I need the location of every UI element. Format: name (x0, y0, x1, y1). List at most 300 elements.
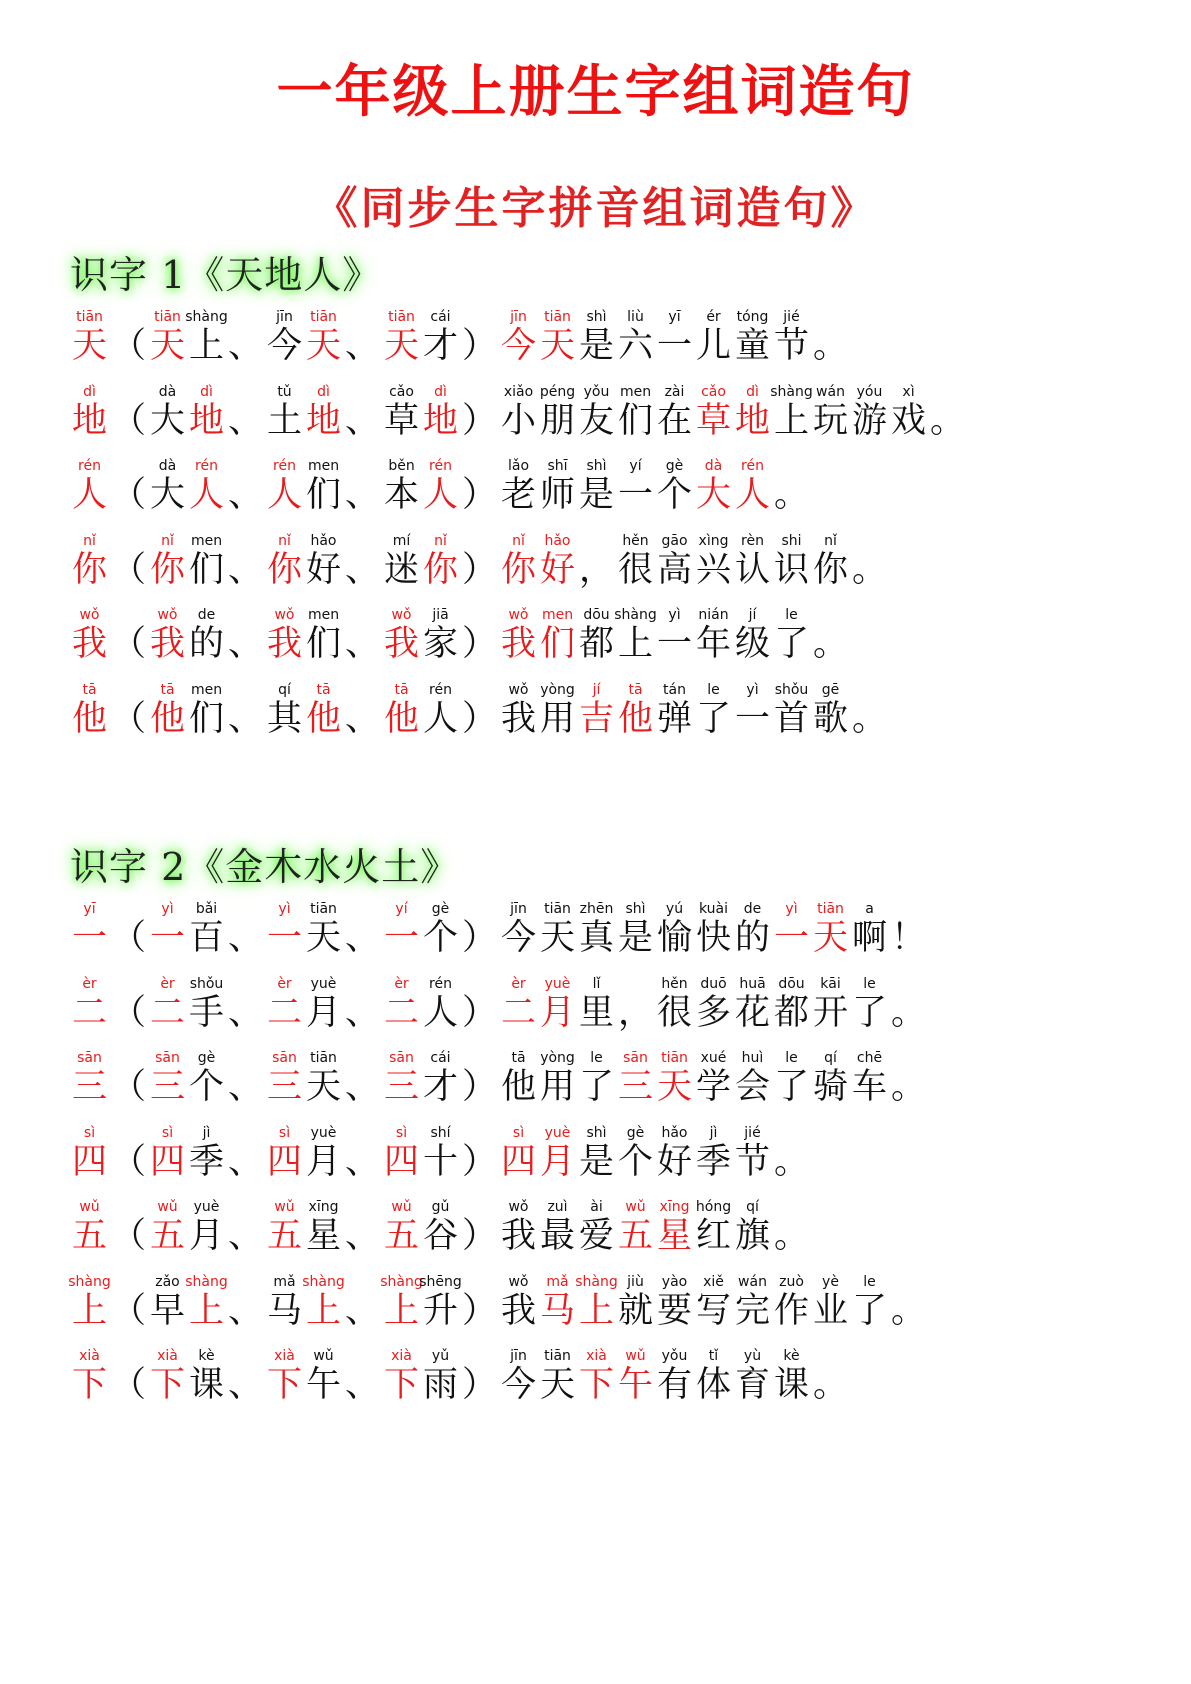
highlighted-character (655, 1198, 694, 1256)
pinyin: lǐ (592, 975, 601, 992)
character (187, 606, 226, 664)
hanzi: 一 (773, 918, 809, 958)
pinyin: sān (77, 1050, 102, 1066)
character (772, 308, 811, 366)
pinyin: xià (157, 1348, 178, 1364)
hanzi: （ (110, 624, 146, 664)
punctuation (460, 550, 499, 590)
character (577, 1124, 616, 1182)
punctuation (343, 699, 382, 739)
hanzi: 天 (305, 1067, 341, 1107)
pinyin: tiān (544, 1348, 571, 1364)
highlighted-character (265, 1124, 304, 1182)
character-row (70, 457, 811, 515)
pinyin: le (707, 681, 720, 698)
pinyin: yú (665, 901, 684, 917)
hanzi: 很 (617, 549, 653, 590)
pinyin: jì (709, 1124, 718, 1141)
pinyin: wǒ (79, 607, 100, 623)
hanzi: 天 (71, 326, 107, 366)
character-row (70, 308, 850, 366)
pinyin: sān (272, 1050, 297, 1066)
pinyin: wǔ (625, 1348, 646, 1364)
hanzi: 节 (773, 326, 809, 366)
highlighted-character (382, 1273, 421, 1331)
character (499, 1049, 538, 1107)
character-row (70, 1273, 928, 1331)
pinyin: hěn (661, 975, 688, 992)
character (694, 681, 733, 739)
hanzi: 认 (734, 549, 770, 590)
hanzi: 二 (500, 992, 536, 1033)
hanzi: 是 (578, 475, 614, 515)
pinyin: tā (511, 1050, 526, 1066)
pinyin: le (863, 1273, 876, 1290)
hanzi: 上 (617, 624, 653, 664)
punctuation (343, 475, 382, 515)
highlighted-character (265, 1198, 304, 1256)
hanzi: 育 (734, 1365, 770, 1405)
hanzi: 游 (851, 400, 887, 441)
hanzi: 你 (422, 549, 458, 590)
highlighted-character (70, 1124, 109, 1182)
pinyin: kāi (820, 975, 841, 992)
pinyin: shàng (185, 309, 228, 325)
pinyin: yòng (540, 681, 575, 698)
pinyin: nǐ (512, 532, 525, 549)
pinyin: yì (746, 681, 759, 698)
character (694, 1198, 733, 1256)
pinyin: yào (661, 1273, 688, 1290)
pinyin: gǔ (431, 1199, 450, 1215)
highlighted-character (811, 900, 850, 958)
punctuation (460, 1291, 499, 1331)
hanzi: 二 (383, 992, 419, 1033)
hanzi: ！ (890, 918, 926, 958)
hanzi: 朋 (539, 400, 575, 441)
hanzi: 旗 (734, 1216, 770, 1256)
pinyin: ér (706, 309, 721, 325)
character (733, 532, 772, 590)
character (499, 900, 538, 958)
character (694, 606, 733, 664)
hanzi: （ (110, 1290, 146, 1331)
pinyin: mí (392, 532, 411, 549)
character (772, 532, 811, 590)
character (733, 1273, 772, 1331)
hanzi: 多 (695, 992, 731, 1033)
pinyin: tiān (388, 309, 415, 325)
hanzi: 、 (344, 1141, 380, 1182)
pinyin: shī (547, 458, 568, 474)
punctuation (226, 475, 265, 515)
pinyin: jīn (276, 309, 293, 325)
hanzi: （ (110, 918, 146, 958)
hanzi: 。 (890, 1290, 926, 1331)
character (187, 1124, 226, 1182)
hanzi: 弹 (656, 698, 692, 739)
character-row (70, 1124, 811, 1182)
character (577, 975, 616, 1033)
character (694, 900, 733, 958)
pinyin: tiān (817, 901, 844, 917)
hanzi: ， (578, 549, 614, 590)
hanzi: 、 (227, 1290, 263, 1331)
highlighted-character (382, 308, 421, 366)
hanzi: 季 (188, 1141, 224, 1182)
punctuation (460, 699, 499, 739)
character (187, 1198, 226, 1256)
pinyin: gè (665, 458, 684, 474)
character (538, 1347, 577, 1405)
hanzi: 天 (305, 326, 341, 366)
character (655, 532, 694, 590)
highlighted-character (265, 900, 304, 958)
punctuation (343, 1365, 382, 1405)
highlighted-character (733, 457, 772, 515)
hanzi: 好 (656, 1141, 692, 1182)
character-row (70, 681, 889, 739)
hanzi: ） (461, 1365, 497, 1405)
pinyin: lǎo (507, 458, 530, 474)
highlighted-character (148, 532, 187, 590)
hanzi: 人 (422, 698, 458, 739)
hanzi: 。 (851, 698, 887, 739)
highlighted-character (265, 606, 304, 664)
pinyin: nǐ (83, 532, 96, 549)
hanzi: 、 (344, 549, 380, 590)
pinyin: ài (590, 1199, 603, 1215)
pinyin: dà (158, 458, 177, 474)
punctuation (226, 993, 265, 1033)
character (187, 308, 226, 366)
character (421, 308, 460, 366)
character (694, 1347, 733, 1405)
pinyin: kè (198, 1348, 215, 1364)
character (811, 975, 850, 1033)
pinyin: yuè (544, 1124, 571, 1141)
hanzi: 你 (266, 549, 302, 590)
character (538, 383, 577, 441)
highlighted-character (616, 1347, 655, 1405)
hanzi: 。 (773, 1141, 809, 1182)
highlighted-character (499, 308, 538, 366)
highlighted-character (304, 1273, 343, 1331)
pinyin: shì (586, 1124, 607, 1141)
punctuation (460, 993, 499, 1033)
hanzi: 天 (539, 326, 575, 366)
punctuation (226, 1291, 265, 1331)
highlighted-character (499, 975, 538, 1033)
hanzi: 、 (227, 624, 263, 664)
punctuation (226, 1216, 265, 1256)
pinyin: sì (512, 1124, 525, 1141)
punctuation (460, 1067, 499, 1107)
hanzi: 月 (539, 992, 575, 1033)
character (187, 1347, 226, 1405)
hanzi: 们 (305, 475, 341, 515)
pinyin: wǔ (157, 1199, 178, 1215)
pinyin: cái (430, 309, 451, 325)
hanzi: 二 (71, 992, 107, 1033)
character (265, 681, 304, 739)
pinyin: hěn (622, 532, 649, 549)
highlighted-character (70, 975, 109, 1033)
pinyin: gāo (661, 532, 688, 549)
pinyin: shǒu (774, 681, 809, 698)
punctuation (226, 1067, 265, 1107)
pinyin: jí (592, 681, 601, 698)
pinyin: dà (704, 458, 723, 474)
character-row (70, 532, 889, 590)
pinyin: le (785, 607, 798, 623)
hanzi: 课 (188, 1365, 224, 1405)
pinyin: xià (586, 1348, 607, 1364)
character (655, 457, 694, 515)
hanzi: 作 (773, 1290, 809, 1331)
character (694, 975, 733, 1033)
hanzi: 我 (266, 624, 302, 664)
highlighted-character (499, 532, 538, 590)
hanzi: 会 (734, 1067, 770, 1107)
character (148, 383, 187, 441)
punctuation (811, 624, 850, 664)
character (694, 532, 733, 590)
hanzi: 十 (422, 1141, 458, 1182)
highlighted-character (577, 681, 616, 739)
pinyin: xiě (703, 1273, 724, 1290)
pinyin: shì (625, 901, 646, 917)
hanzi: 、 (227, 549, 263, 590)
pinyin: wǒ (508, 1273, 529, 1290)
pinyin: le (590, 1050, 603, 1066)
pinyin: èr (82, 975, 97, 992)
punctuation (109, 550, 148, 590)
hanzi: 学 (695, 1067, 731, 1107)
character-row (70, 900, 928, 958)
character (733, 1198, 772, 1256)
hanzi: 、 (344, 1290, 380, 1331)
hanzi: 我 (71, 624, 107, 664)
highlighted-character (148, 1049, 187, 1107)
hanzi: 开 (812, 992, 848, 1033)
hanzi: ） (461, 1290, 497, 1331)
character (655, 681, 694, 739)
character (733, 308, 772, 366)
hanzi: 吉 (578, 698, 614, 739)
hanzi: 个 (617, 1141, 653, 1182)
character (538, 900, 577, 958)
hanzi: 了 (773, 624, 809, 664)
punctuation (772, 1142, 811, 1182)
highlighted-character (148, 1198, 187, 1256)
section-title: 识字 2《金木水火土》 (70, 845, 460, 889)
hanzi: 下 (266, 1365, 302, 1405)
pinyin: zuò (779, 1273, 804, 1290)
hanzi: 们 (188, 698, 224, 739)
character (616, 606, 655, 664)
punctuation (343, 1142, 382, 1182)
hanzi: 识 (773, 549, 809, 590)
pinyin: rén (429, 458, 452, 474)
highlighted-character (265, 1049, 304, 1107)
section-title: 识字 1《天地人》 (70, 253, 382, 297)
pinyin: hǎo (544, 532, 571, 549)
hanzi: 天 (305, 918, 341, 958)
hanzi: 愉 (656, 918, 692, 958)
pinyin: běn (388, 458, 415, 474)
highlighted-character (382, 900, 421, 958)
character (772, 1049, 811, 1107)
highlighted-character (304, 383, 343, 441)
hanzi: 天 (149, 326, 185, 366)
character (304, 1198, 343, 1256)
hanzi: 老 (500, 475, 536, 515)
hanzi: 人 (71, 475, 107, 515)
pinyin: shēng (419, 1273, 462, 1290)
pinyin: yuè (310, 1124, 337, 1141)
hanzi: 、 (227, 1141, 263, 1182)
hanzi: 我 (500, 1290, 536, 1331)
hanzi: 是 (617, 918, 653, 958)
hanzi: 五 (617, 1216, 653, 1256)
hanzi: （ (110, 475, 146, 515)
pinyin: xīng (308, 1199, 339, 1215)
hanzi: 天 (539, 1365, 575, 1405)
hanzi: 上 (578, 1290, 614, 1331)
pinyin: de (197, 607, 216, 623)
hanzi: 友 (578, 400, 614, 441)
pinyin: tā (316, 681, 331, 698)
pinyin: gè (626, 1124, 645, 1141)
punctuation (226, 1142, 265, 1182)
character (772, 383, 811, 441)
hanzi: 人 (188, 475, 224, 515)
character-row (70, 1049, 928, 1107)
hanzi: 快 (695, 918, 731, 958)
character (187, 975, 226, 1033)
highlighted-character (70, 532, 109, 590)
pinyin: shàng (68, 1273, 111, 1290)
punctuation (460, 1365, 499, 1405)
hanzi: 、 (344, 624, 380, 664)
pinyin: mǎ (546, 1273, 569, 1290)
hanzi: 天 (656, 1067, 692, 1107)
hanzi: 下 (71, 1365, 107, 1405)
punctuation (343, 326, 382, 366)
hanzi: （ (110, 1141, 146, 1182)
hanzi: 、 (227, 1067, 263, 1107)
hanzi: 。 (929, 400, 965, 441)
character (733, 1347, 772, 1405)
pinyin: wǔ (391, 1199, 412, 1215)
pinyin: èr (160, 975, 175, 992)
hanzi: 好 (539, 549, 575, 590)
punctuation (226, 699, 265, 739)
hanzi: 。 (773, 475, 809, 515)
character (499, 681, 538, 739)
pinyin: rén (78, 458, 101, 474)
character-row (70, 606, 850, 664)
pinyin: xià (391, 1348, 412, 1364)
hanzi: 五 (149, 1216, 185, 1256)
pinyin: yuè (310, 975, 337, 992)
hanzi: 你 (812, 549, 848, 590)
pinyin: tā (394, 681, 409, 698)
pinyin: dì (317, 383, 330, 400)
character (616, 900, 655, 958)
highlighted-character (538, 532, 577, 590)
character (538, 1049, 577, 1107)
hanzi: 你 (149, 549, 185, 590)
hanzi: 下 (149, 1365, 185, 1405)
punctuation (109, 1142, 148, 1182)
punctuation (226, 918, 265, 958)
hanzi: 真 (578, 918, 614, 958)
character (811, 383, 850, 441)
character (577, 1049, 616, 1107)
highlighted-character (616, 681, 655, 739)
pinyin: tiān (661, 1050, 688, 1066)
pinyin: tǔ (277, 383, 292, 400)
hanzi: 我 (383, 624, 419, 664)
highlighted-character (148, 975, 187, 1033)
hanzi: 了 (851, 1290, 887, 1331)
hanzi: 是 (578, 1141, 614, 1182)
pinyin: hǎo (310, 532, 337, 549)
pinyin: gè (431, 901, 450, 917)
character (733, 975, 772, 1033)
pinyin: xīng (659, 1199, 690, 1215)
character (577, 1198, 616, 1256)
character (187, 532, 226, 590)
character (577, 900, 616, 958)
character-row (70, 1347, 850, 1405)
character (187, 681, 226, 739)
pinyin: kuài (698, 901, 729, 917)
pinyin: sì (83, 1124, 96, 1141)
character (733, 681, 772, 739)
punctuation (772, 1216, 811, 1256)
pinyin: èr (277, 975, 292, 992)
hanzi: 红 (695, 1216, 731, 1256)
pinyin: dì (83, 383, 96, 400)
character (811, 1049, 850, 1107)
punctuation (811, 326, 850, 366)
pinyin: wǒ (508, 681, 529, 698)
page-title: 一年级上册生字组词造句 (276, 60, 915, 125)
highlighted-character (499, 606, 538, 664)
hanzi: 他 (383, 698, 419, 739)
hanzi: 家 (422, 624, 458, 664)
hanzi: 都 (578, 624, 614, 664)
punctuation (109, 475, 148, 515)
highlighted-character (265, 1347, 304, 1405)
pinyin: yí (629, 458, 642, 474)
pinyin: tǐ (708, 1348, 719, 1364)
character (499, 457, 538, 515)
hanzi: 首 (773, 698, 809, 739)
pinyin: yī (668, 309, 681, 325)
hanzi: 年 (695, 624, 731, 664)
hanzi: 爱 (578, 1216, 614, 1256)
pinyin: wǒ (508, 607, 529, 623)
hanzi: 四 (383, 1141, 419, 1182)
punctuation (850, 550, 889, 590)
hanzi: 童 (734, 326, 770, 366)
character (499, 1273, 538, 1331)
pinyin: shàng (302, 1273, 345, 1290)
